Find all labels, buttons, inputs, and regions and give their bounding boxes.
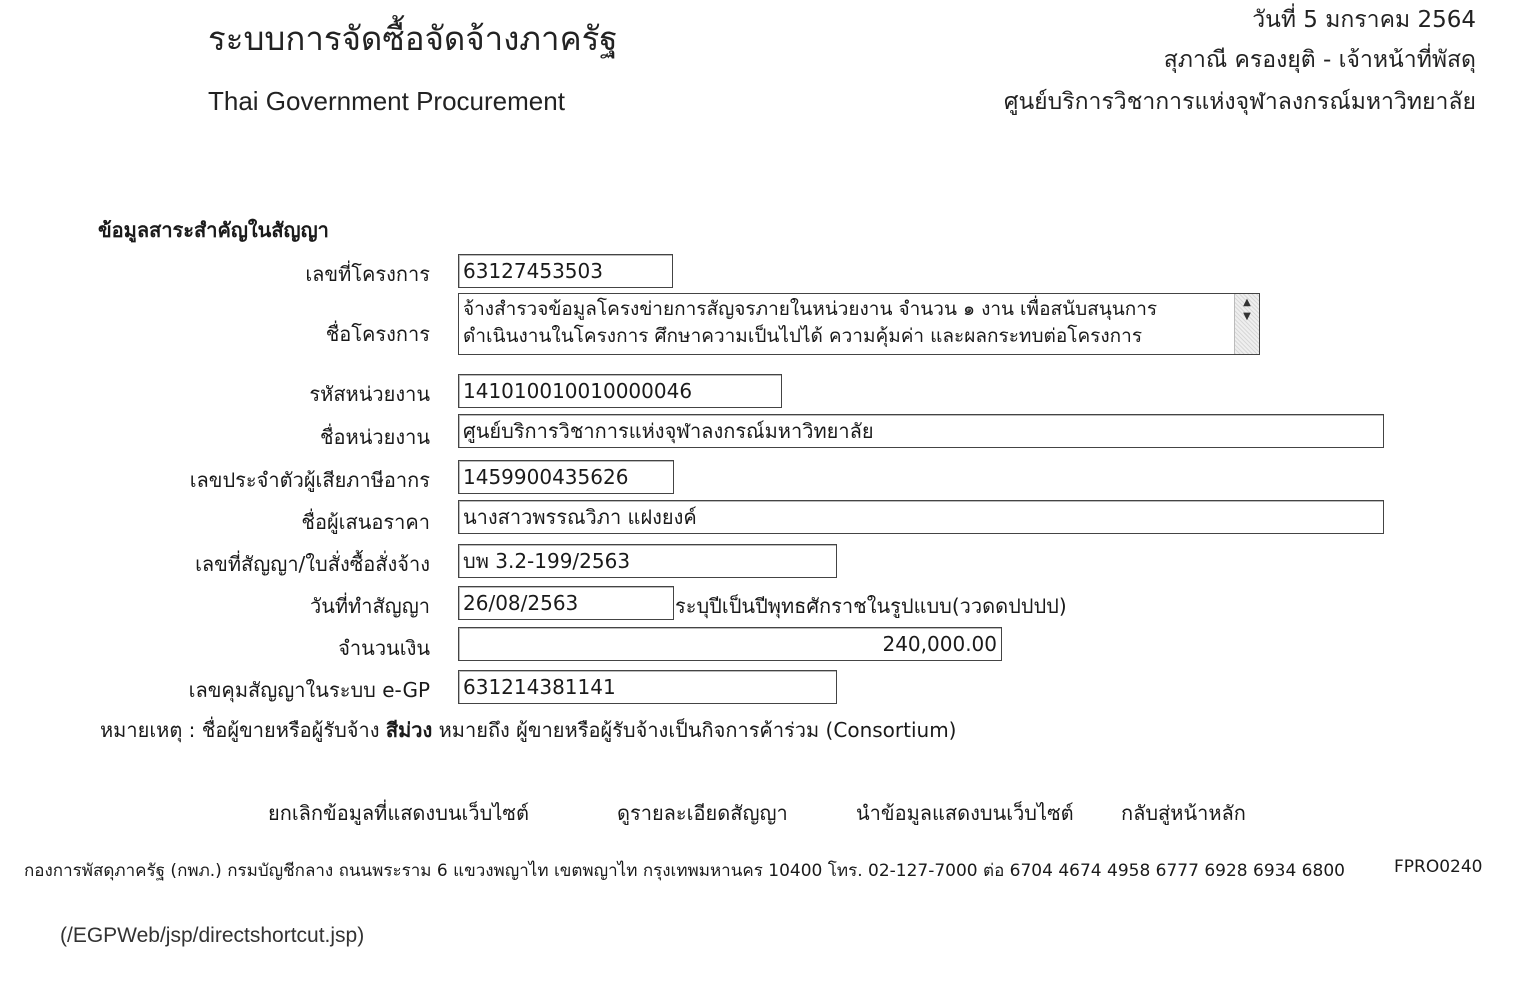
egp-no-label: เลขคุมสัญญาในระบบ e-GP bbox=[188, 678, 430, 702]
project-name-scrollbar[interactable] bbox=[1234, 294, 1259, 354]
system-title-english: Thai Government Procurement bbox=[208, 86, 565, 116]
note-highlight: สีม่วง bbox=[385, 718, 433, 742]
user-name-role: สุภาณี ครองยุติ - เจ้าหน้าที่พัสดุ bbox=[1163, 47, 1476, 73]
amount-label: จำนวนเงิน bbox=[338, 636, 430, 660]
project-name-label: ชื่อโครงการ bbox=[325, 322, 430, 346]
project-name-textarea[interactable] bbox=[458, 293, 1260, 355]
scroll-up-icon[interactable]: ▲ bbox=[1243, 297, 1251, 308]
back-to-home-link[interactable]: กลับสู่หน้าหลัก bbox=[1121, 801, 1246, 825]
tax-id-field[interactable]: 1459900435626 bbox=[458, 460, 674, 494]
amount-field[interactable]: 240,000.00 bbox=[458, 627, 1002, 661]
dept-code-field[interactable]: 141010010010000046 bbox=[458, 374, 782, 408]
system-title-thai: ระบบการจัดซื้อจัดจ้างภาครัฐ bbox=[208, 19, 618, 58]
page-url: (/EGPWeb/jsp/directshortcut.jsp) bbox=[60, 924, 365, 947]
project-name-line-1: จ้างสำรวจข้อมูลโครงข่ายการสัญจรภายในหน่วยงาน จำนวน ๑ งาน เพื่อสนับสนุนการ bbox=[463, 298, 1158, 320]
user-organization: ศูนย์บริการวิชาการแห่งจุฬาลงกรณ์มหาวิทยาลัย bbox=[1003, 89, 1476, 115]
view-contract-details-link[interactable]: ดูรายละเอียดสัญญา bbox=[617, 801, 788, 825]
dept-code-label: รหัสหน่วยงาน bbox=[309, 382, 430, 406]
dept-name-field[interactable]: ศูนย์บริการวิชาการแห่งจุฬาลงกรณ์มหาวิทยาลัย bbox=[458, 414, 1384, 448]
project-name-line-2: ดำเนินงานในโครงการ ศึกษาความเป็นไปได้ ความคุ้มค่า และผลกระทบต่อโครงการ bbox=[463, 325, 1143, 347]
contract-no-field[interactable]: บพ 3.2-199/2563 bbox=[458, 544, 837, 578]
bidder-name-label: ชื่อผู้เสนอราคา bbox=[301, 510, 430, 534]
project-no-field[interactable]: 63127453503 bbox=[458, 254, 673, 288]
bidder-name-field[interactable]: นางสาวพรรณวิภา แฝงยงค์ bbox=[458, 500, 1384, 534]
project-no-label: เลขที่โครงการ bbox=[305, 262, 430, 286]
contract-date-label: วันที่ทำสัญญา bbox=[309, 594, 430, 618]
tax-id-label: เลขประจำตัวผู้เสียภาษีอากร bbox=[189, 468, 430, 492]
contract-date-field[interactable]: 26/08/2563 bbox=[458, 586, 674, 620]
dept-name-label: ชื่อหน่วยงาน bbox=[319, 425, 430, 449]
note-suffix: หมายถึง ผู้ขายหรือผู้รับจ้างเป็นกิจการค้าร่วม (Consortium) bbox=[438, 718, 957, 742]
contract-date-hint: ระบุปีเป็นปีพุทธศักราชในรูปแบบ(ววดดปปปป) bbox=[675, 594, 1067, 618]
publish-to-website-link[interactable]: นำข้อมูลแสดงบนเว็บไซต์ bbox=[856, 801, 1074, 825]
section-title: ข้อมูลสาระสำคัญในสัญญา bbox=[98, 218, 329, 242]
contract-no-label: เลขที่สัญญา/ใบสั่งซื้อสั่งจ้าง bbox=[195, 552, 430, 576]
cancel-publish-link[interactable]: ยกเลิกข้อมูลที่แสดงบนเว็บไซต์ bbox=[268, 801, 529, 825]
note-prefix: หมายเหตุ : ชื่อผู้ขายหรือผู้รับจ้าง bbox=[100, 718, 380, 742]
scroll-down-icon[interactable]: ▼ bbox=[1243, 311, 1251, 322]
consortium-note bbox=[100, 714, 956, 746]
egp-no-field[interactable]: 631214381141 bbox=[458, 670, 837, 704]
current-date: วันที่ 5 มกราคม 2564 bbox=[1252, 7, 1476, 33]
page-code: FPRO0240 bbox=[1394, 857, 1483, 877]
footer-contact: กองการพัสดุภาครัฐ (กพภ.) กรมบัญชีกลาง ถนนพระราม 6 แขวงพญาไท เขตพญาไท กรุงเทพมหานคร 10400 โทร. 02-127-7000 ต่อ 6704 4674 4958 6777 6928 6934 6800 bbox=[24, 861, 1345, 881]
